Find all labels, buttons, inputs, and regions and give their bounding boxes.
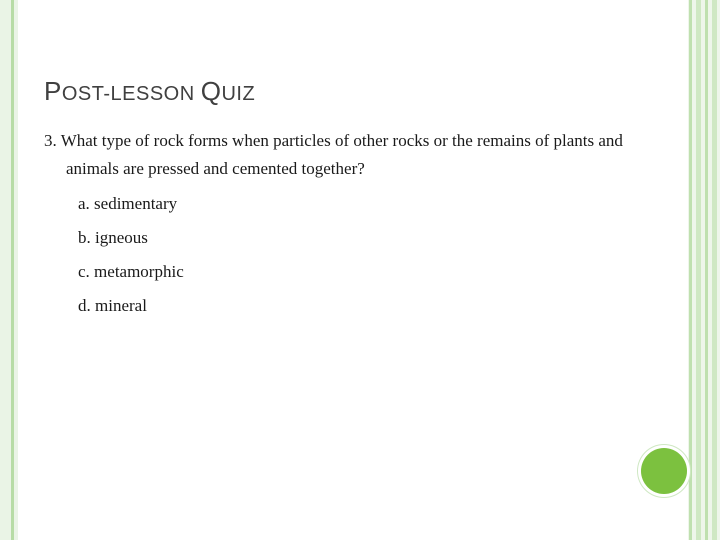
slide-body (44, 127, 644, 323)
title-text: UIZ (221, 83, 256, 105)
green-circle-decoration (641, 448, 687, 494)
answer-option-d: d. mineral (78, 296, 147, 315)
left-border-decoration (0, 0, 18, 540)
right-border-line (705, 0, 708, 540)
left-border-line (11, 0, 14, 540)
title-initial: P (44, 76, 62, 106)
answer-option-c: c. metamorphic (78, 262, 184, 281)
slide-title (44, 76, 255, 107)
right-border-line (696, 0, 701, 540)
right-border-line (689, 0, 692, 540)
title-initial: Q (200, 76, 222, 106)
right-border-line (712, 0, 717, 540)
title-text: OST- (61, 83, 111, 105)
answer-option-a: a. sedimentary (78, 194, 178, 213)
answer-option-b: b. igneous (78, 228, 148, 247)
title-text: LESSON (110, 83, 201, 105)
question-text: 3. What type of rock forms when particles of other rocks or the remains of plants and animals are pressed and cemented together? (44, 131, 623, 178)
